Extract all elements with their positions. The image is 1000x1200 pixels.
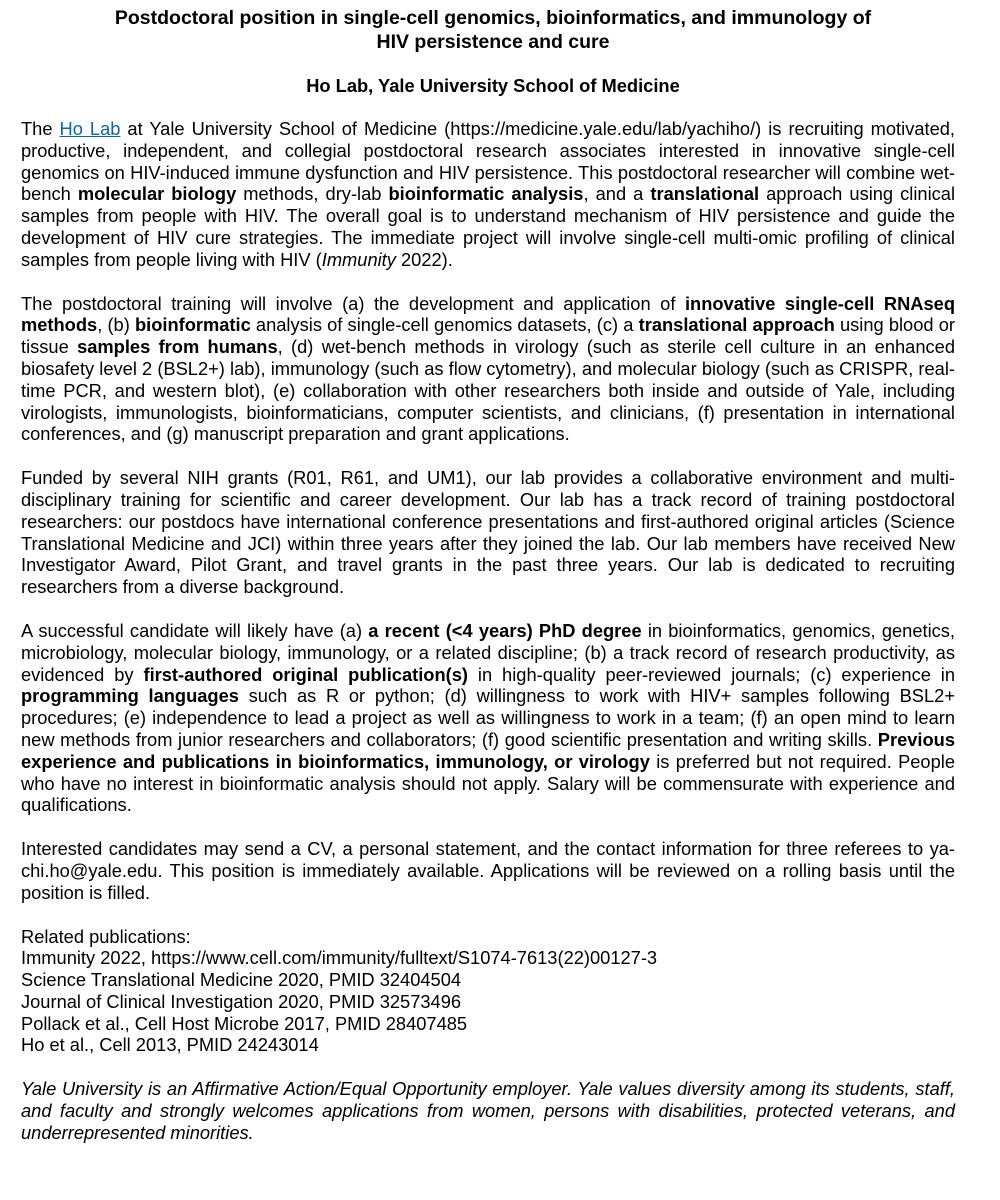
text-run: A successful candidate will likely have (a) xyxy=(21,619,369,641)
bold-run: bioinformatic xyxy=(134,314,251,336)
bold-run: molecular biology xyxy=(77,183,237,205)
ho-lab-link[interactable]: Ho Lab xyxy=(59,118,121,139)
bold-run: programming languages xyxy=(21,685,239,707)
bold-run: a recent (<4 years) PhD degree xyxy=(368,619,642,641)
text-run: , (b) xyxy=(97,314,135,336)
bold-run: first-authored original publication(s) xyxy=(143,663,468,685)
bold-run: bioinformatic analysis xyxy=(388,183,584,205)
text-run: is preferred but not required. People who have no interest in bioinformatic analysis should not apply. Salary will be commensurate with experience and qualifications. xyxy=(21,750,955,816)
text-run: using blood or tissue xyxy=(21,314,955,358)
title-line-1: Postdoctoral position in single-cell genomics, bioinformatics, and immunology of xyxy=(114,7,872,29)
paragraph-qualifications xyxy=(21,620,955,816)
text-run: , and a xyxy=(583,183,651,205)
title-line-2: HIV persistence and cure xyxy=(376,31,610,53)
italic-run: Immunity xyxy=(321,248,396,270)
text-run: 2022). xyxy=(395,248,453,270)
text-run: approach using clinical samples from people with HIV. The overall goal is to understand mechanism of HIV persistence and guide the development of HIV cure strategies. The immediate project will involve single-cell multi-omic profiling of clinical samples from people living with HIV ( xyxy=(21,183,956,270)
related-publications xyxy=(21,926,955,1057)
text-run: analysis of single-cell genomics datasets, (c) a xyxy=(250,314,639,336)
text-run: such as R or python; (d) willingness to work with HIV+ samples following BSL2+ procedures; (e) independence to lead a project as well as willingness to work in a team; (f) an open mind to learn new methods from junior researchers and collaborators; (f) good scientific presentation and writing skills. xyxy=(21,685,955,750)
text-run: The xyxy=(21,118,60,139)
publication-item: Ho et al., Cell 2013, PMID 24243014 xyxy=(21,1034,319,1056)
paragraph-funding: Funded by several NIH grants (R01, R61, and UM1), our lab provides a collaborative environment and multi-disciplinary training for scientific and career development. Our lab has a track record of training postdoctoral researchers: our postdocs have international conference presentations and first-authored original articles (Science Translational Medicine and JCI) within three years after they joined the lab. Our lab members have received New Investigator Award, Pilot Grant, and travel grants in the past three years. Our lab is dedicated to recruiting researchers from a diverse background. xyxy=(21,467,955,598)
text-run: , (d) wet-bench methods in virology (such as sterile cell culture in an enhanced biosafety level 2 (BSL2+) lab), immunology (such as flow cytometry), and molecular biology (such as CRISPR, real-time PCR, and western blot), (e) collaboration with other researchers both inside and outside of Yale, including virologists, immunologists, bioinformaticians, computer scientists, and clinicians, (f) presentation in international conferences, and (g) manuscript preparation and grant applications. xyxy=(21,336,955,445)
paragraph-training xyxy=(21,293,955,446)
text-run: The postdoctoral training will involve (a) the development and application of xyxy=(21,292,685,314)
publication-item: Journal of Clinical Investigation 2020, PMID 32573496 xyxy=(21,990,462,1012)
bold-run: translational xyxy=(650,183,760,205)
text-run: methods, dry-lab xyxy=(236,183,389,205)
publication-item: Science Translational Medicine 2020, PMID 32404504 xyxy=(21,969,462,991)
publications-heading: Related publications: xyxy=(21,925,191,947)
paragraph-application: Interested candidates may send a CV, a personal statement, and the contact information for three referees to ya-chi.ho@yale.edu. This position is immediately available. Applications will be reviewed on a rolling basis until the position is filled. xyxy=(21,838,955,903)
bold-run: translational approach xyxy=(638,314,835,336)
publication-item: Immunity 2022, https://www.cell.com/immunity/fulltext/S1074-7613(22)00127-3 xyxy=(21,947,658,969)
paragraph-intro xyxy=(21,118,955,271)
text-run: in high-quality peer-reviewed journals; (c) experience in xyxy=(468,663,956,685)
lab-subtitle: Ho Lab, Yale University School of Medicine xyxy=(306,75,680,96)
bold-run: innovative single-cell RNAseq methods xyxy=(21,292,955,336)
bold-run: samples from humans xyxy=(77,336,278,358)
publication-item: Pollack et al., Cell Host Microbe 2017, PMID 28407485 xyxy=(21,1012,468,1034)
text-run: in bioinformatics, genomics, genetics, microbiology, molecular biology, immunology, or a related discipline; (b) a track record of research productivity, as evidenced by xyxy=(21,619,956,685)
page-title xyxy=(21,6,955,54)
text-run: at Yale University School of Medicine (https://medicine.yale.edu/lab/yachiho/) is recruiting motivated, productive, independent, and collegial postdoctoral research associates interested in innovative single-cell genomics on HIV-induced immune dysfunction and HIV persistence. This postdoctoral researcher will combine wet-bench xyxy=(21,118,955,205)
bold-run: Previous experience and publications in bioinformatics, immunology, or virology xyxy=(21,728,955,772)
equal-opportunity-statement: Yale University is an Affirmative Action/Equal Opportunity employer. Yale values diversity among its students, staff, and faculty and strongly welcomes applications from women, persons with disabilities, protected veterans, and underrepresented minorities. xyxy=(21,1078,955,1143)
